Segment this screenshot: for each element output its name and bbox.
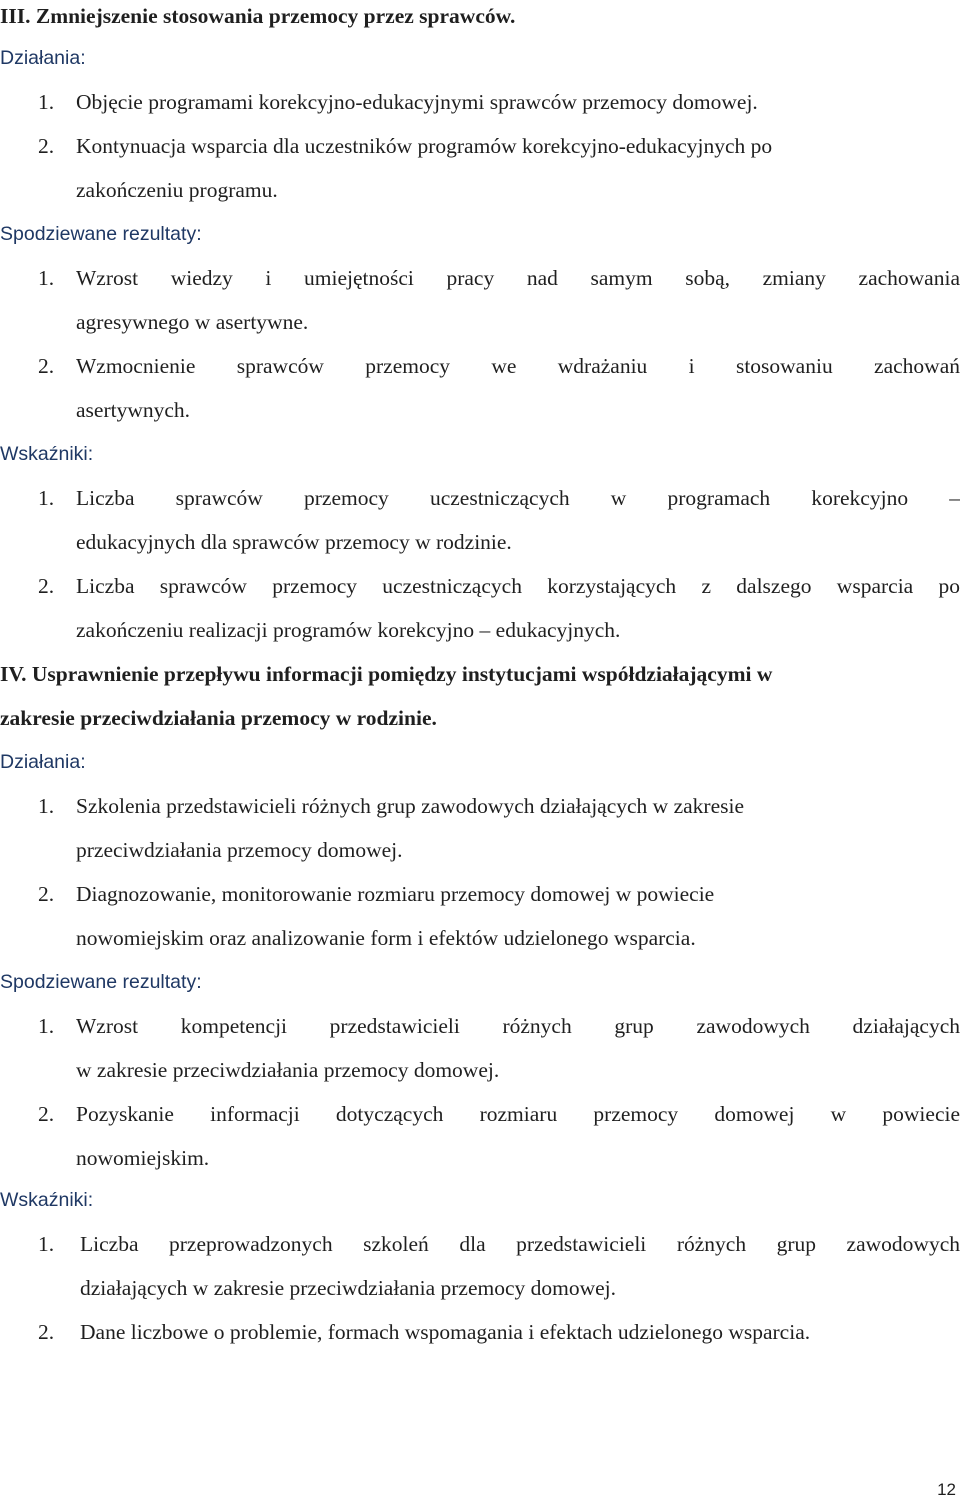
list-text: Wzmocnienie sprawców przemocy we wdrażaniu i stosowaniu zachowań xyxy=(76,354,960,378)
list-text: Objęcie programami korekcyjno-edukacyjnymi sprawców przemocy domowej. xyxy=(76,90,758,114)
list-number: 1. xyxy=(38,1014,55,1038)
list-number: 2. xyxy=(38,574,55,598)
list-number: 1. xyxy=(38,794,55,818)
list-text: w zakresie przeciwdziałania przemocy domowej. xyxy=(76,1058,500,1082)
list-text: zakończeniu programu. xyxy=(76,178,278,202)
list-number: 1. xyxy=(38,1232,55,1256)
list-number: 2. xyxy=(38,134,55,158)
section-4-heading: IV. Usprawnienie przepływu informacji pomiędzy instytucjami współdziałającymi w xyxy=(0,662,773,686)
section-4-results-label: Spodziewane rezultaty: xyxy=(0,971,202,993)
list-text: asertywnych. xyxy=(76,398,191,422)
list-text: edukacyjnych dla sprawców przemocy w rodzinie. xyxy=(76,530,512,554)
section-3-results-label: Spodziewane rezultaty: xyxy=(0,223,202,245)
list-text: Szkolenia przedstawicieli różnych grup zawodowych działających w zakresie xyxy=(76,794,745,818)
list-number: 1. xyxy=(38,90,55,114)
list-number: 2. xyxy=(38,1102,55,1126)
page-number: 12 xyxy=(937,1480,956,1499)
section-3-actions-label: Działania: xyxy=(0,47,86,69)
section-3-indicators-label: Wskaźniki: xyxy=(0,443,94,465)
section-4-actions-label: Działania: xyxy=(0,751,86,773)
list-text: Wzrost kompetencji przedstawicieli różnych grup zawodowych działających xyxy=(76,1014,960,1038)
list-text: agresywnego w asertywne. xyxy=(76,310,309,334)
list-text: Pozyskanie informacji dotyczących rozmiaru przemocy domowej w powiecie xyxy=(76,1102,960,1126)
section-4-heading-continuation: zakresie przeciwdziałania przemocy w rodzinie. xyxy=(0,706,437,730)
list-number: 2. xyxy=(38,354,55,378)
list-text: Wzrost wiedzy i umiejętności pracy nad samym sobą, zmiany zachowania xyxy=(76,266,960,290)
list-number: 2. xyxy=(38,1320,55,1344)
list-text: Kontynuacja wsparcia dla uczestników programów korekcyjno-edukacyjnych po xyxy=(76,134,773,158)
section-4-indicators-label: Wskaźniki: xyxy=(0,1189,94,1211)
list-text: Diagnozowanie, monitorowanie rozmiaru przemocy domowej w powiecie xyxy=(76,882,715,906)
section-3-heading: III. Zmniejszenie stosowania przemocy przez sprawców. xyxy=(0,4,516,28)
list-text: działających w zakresie przeciwdziałania przemocy domowej. xyxy=(80,1276,617,1300)
list-text: Dane liczbowe o problemie, formach wspomagania i efektach udzielonego wsparcia. xyxy=(80,1320,811,1344)
list-text: Liczba przeprowadzonych szkoleń dla przedstawicieli różnych grup zawodowych xyxy=(80,1232,960,1256)
list-text: nowomiejskim oraz analizowanie form i efektów udzielonego wsparcia. xyxy=(76,926,696,950)
list-number: 1. xyxy=(38,266,55,290)
list-text: zakończeniu realizacji programów korekcyjno – edukacyjnych. xyxy=(76,618,621,642)
list-text: nowomiejskim. xyxy=(76,1146,210,1170)
list-text: Liczba sprawców przemocy uczestniczących w programach korekcyjno – xyxy=(76,486,960,510)
list-text: Liczba sprawców przemocy uczestniczących korzystających z dalszego wsparcia po xyxy=(76,574,960,598)
list-number: 2. xyxy=(38,882,55,906)
list-text: przeciwdziałania przemocy domowej. xyxy=(76,838,403,862)
list-number: 1. xyxy=(38,486,55,510)
